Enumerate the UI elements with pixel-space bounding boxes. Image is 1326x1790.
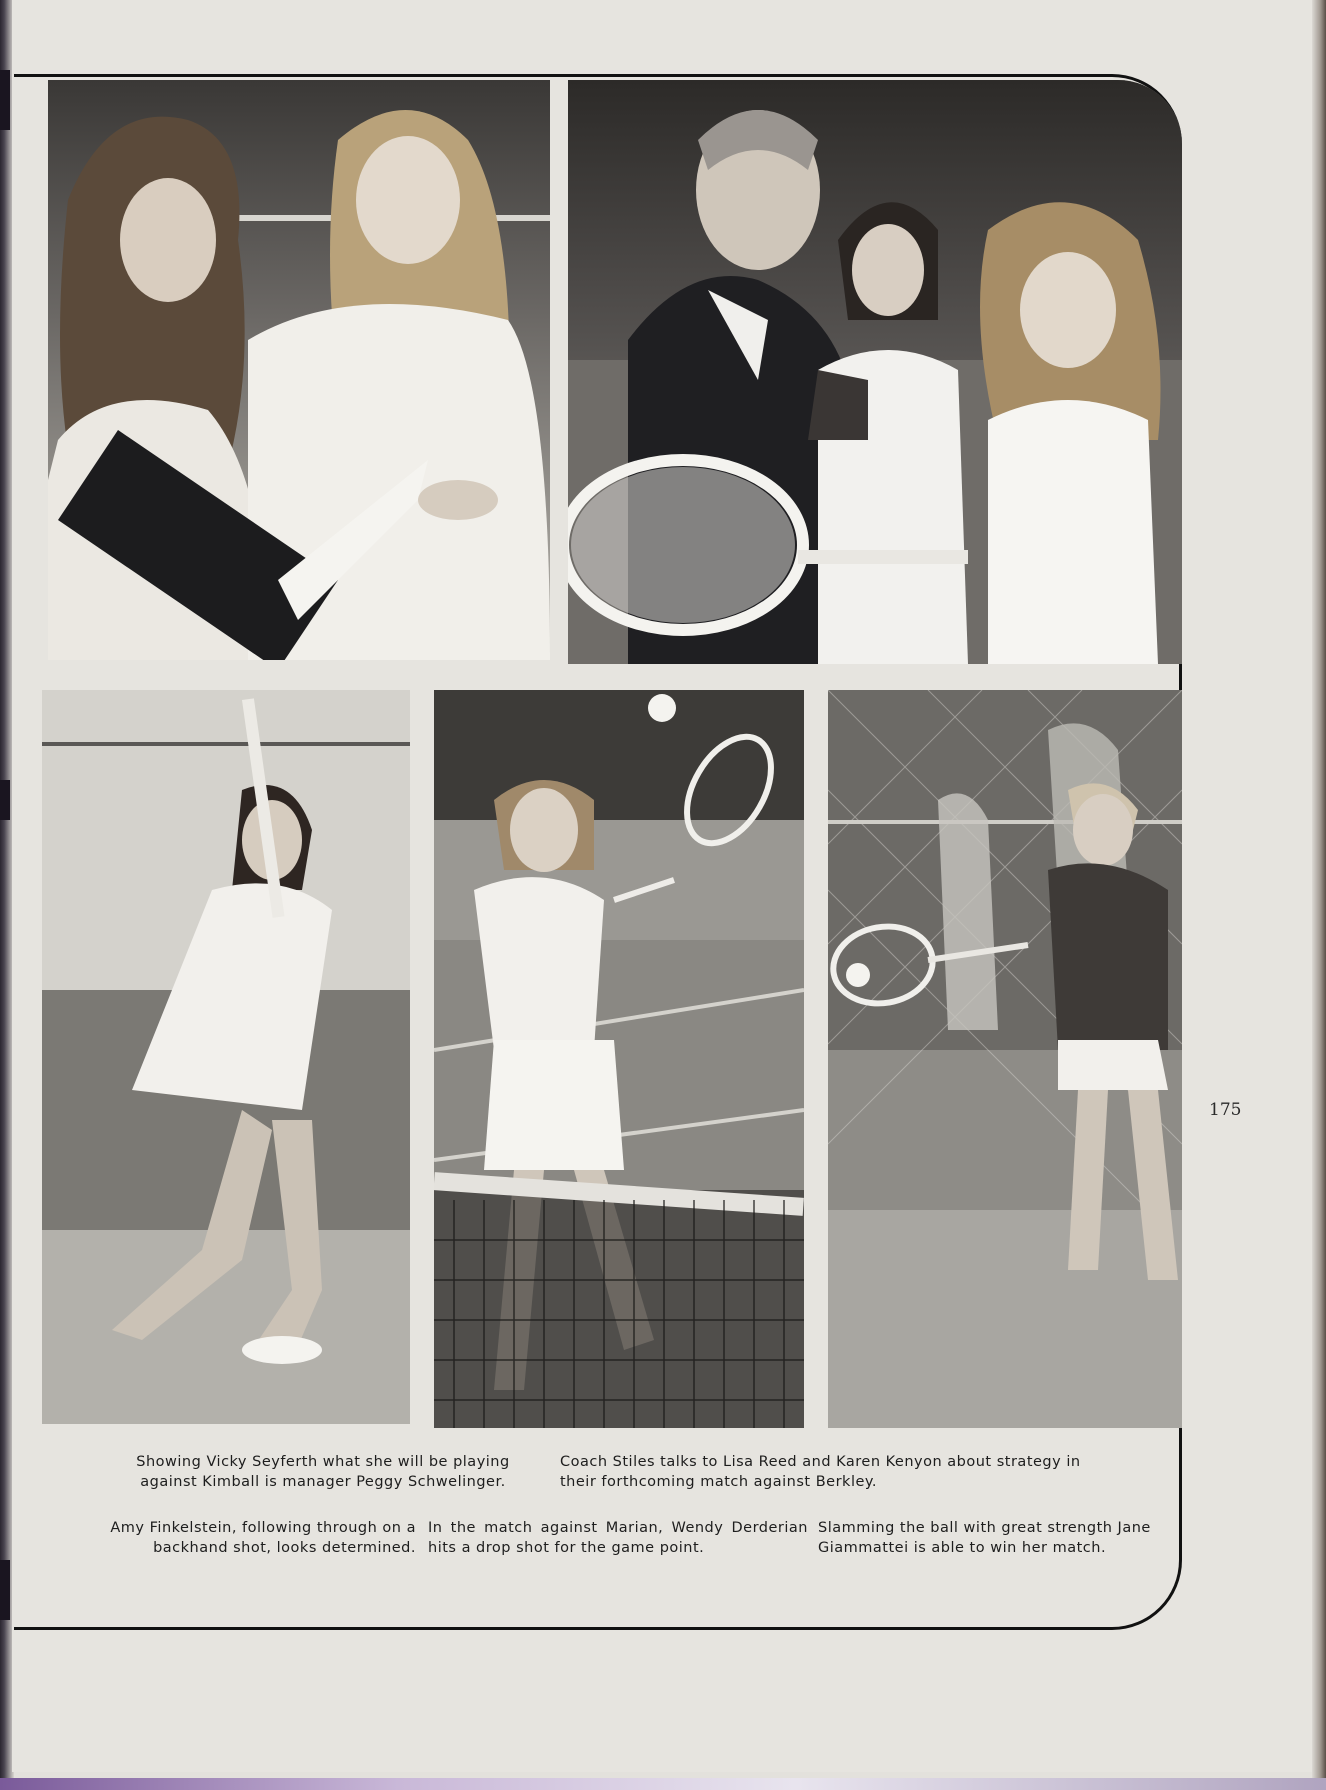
caption-bottom-left: Amy Finkelstein, following through on a backhand shot, looks determined. <box>110 1520 416 1556</box>
caption-bottom-right: Slamming the ball with great strength Jane Giammattei is able to win her match. <box>818 1520 1151 1556</box>
scan-bottom-edge <box>0 1778 1326 1790</box>
caption-top-left: Showing Vicky Seyferth what she will be playing against Kimball is manager Peggy Schwelinger. <box>136 1454 510 1490</box>
caption-top-right: Coach Stiles talks to Lisa Reed and Karen Kenyon about strategy in their forthcoming match against Berkley. <box>560 1454 1081 1490</box>
photo-amy-backhand <box>42 690 410 1424</box>
page-number: 175 <box>1209 1100 1242 1120</box>
photo-vicky-peggy-binder <box>48 80 550 660</box>
photo-wendy-drop-shot <box>434 690 804 1428</box>
photo-jane-forehand <box>828 690 1182 1428</box>
photo-coach-stiles-lisa-karen <box>568 80 1182 664</box>
caption-bottom-middle: In the match against Marian, Wendy Derderian hits a drop shot for the game point. <box>428 1520 808 1556</box>
page-right-edge <box>1312 0 1326 1790</box>
